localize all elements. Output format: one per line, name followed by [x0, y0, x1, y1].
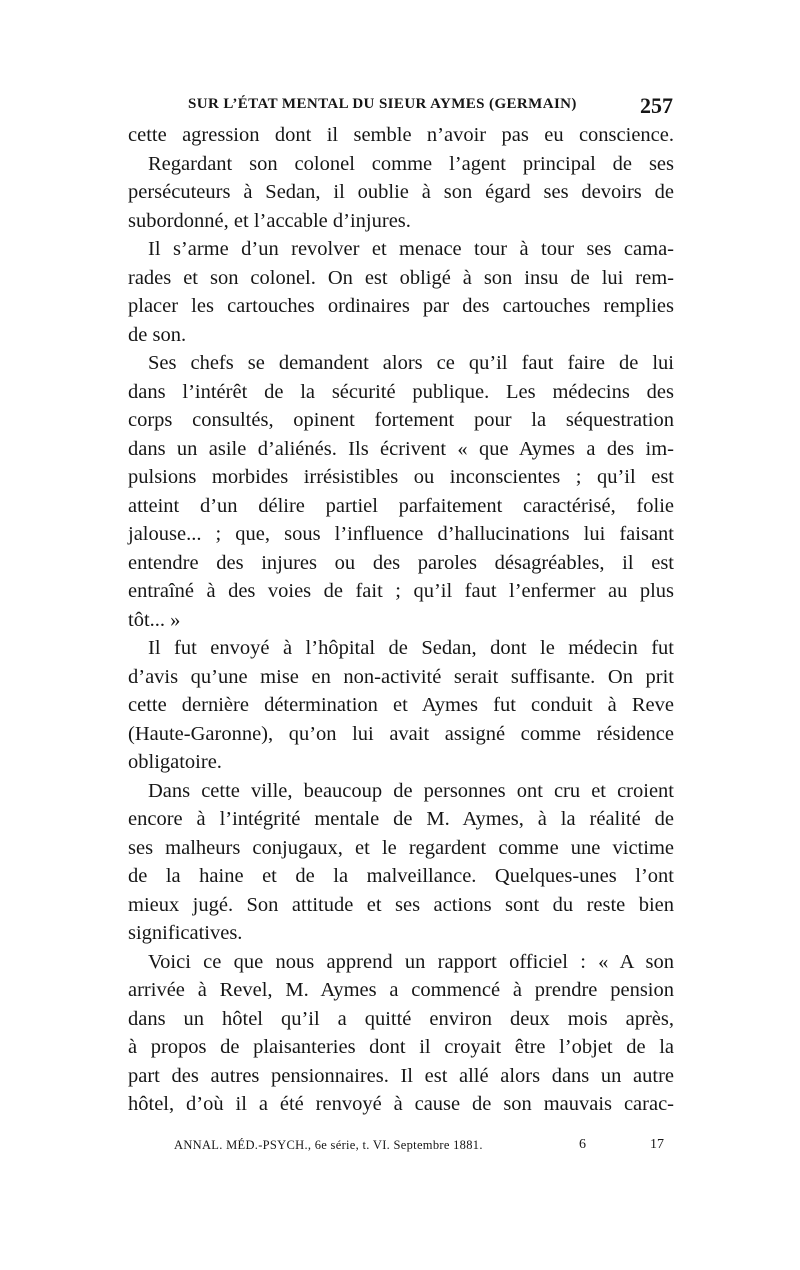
text-line: rades et son colonel. On est obligé à son insu de lui rem-: [128, 266, 674, 289]
text-line: arrivée à Revel, M. Aymes a commencé à prendre pension: [128, 979, 674, 1001]
text-line: de son.: [128, 323, 187, 346]
text-line: cette dernière détermination et Aymes fut conduit à Reve: [128, 694, 674, 716]
text-line: hôtel, d’où il a été renvoyé à cause de son mauvais carac-: [128, 1093, 674, 1115]
text-line: Il s’arme d’un revolver et menace tour à tour ses cama-: [148, 238, 674, 260]
page-footer: [174, 1138, 664, 1158]
text-line: atteint d’un délire partiel parfaitement caractérisé, folie: [128, 494, 674, 517]
text-line: mieux jugé. Son attitude et ses actions sont du reste bien: [128, 893, 674, 916]
text-line: dans un asile d’aliénés. Ils écrivent « que Aymes a des im-: [128, 437, 674, 460]
text-line: part des autres pensionnaires. Il est allé alors dans un autre: [128, 1064, 674, 1087]
text-line: Dans cette ville, beaucoup de personnes ont cru et croient: [148, 779, 674, 802]
page-header: [188, 93, 673, 122]
text-line: significatives.: [128, 922, 243, 944]
text-line: encore à l’intégrité mentale de M. Aymes, à la réalité de: [128, 808, 674, 830]
text-line: entendre des injures ou des paroles désagréables, il est: [128, 551, 674, 574]
text-line: dans un hôtel qu’il a quitté environ deux mois après,: [128, 1007, 674, 1030]
text-line: placer les cartouches ordinaires par des cartouches remplies: [128, 295, 674, 317]
footer-source: ANNAL. MÉD.-PSYCH., 6e série, t. VI. Septembre 1881.: [174, 1138, 483, 1152]
text-line: obligatoire.: [128, 751, 222, 773]
sheet-number: 17: [650, 1137, 664, 1152]
body-text: [128, 121, 674, 1119]
text-line: à propos de plaisanteries dont il croyait être l’objet de la: [128, 1036, 674, 1058]
text-line: persécuteurs à Sedan, il oublie à son égard ses devoirs de: [128, 181, 674, 203]
text-line: cette agression dont il semble n’avoir pas eu conscience.: [128, 124, 674, 146]
text-line: entraîné à des voies de fait ; qu’il faut l’enfermer au plus: [128, 580, 674, 602]
text-line: subordonné, et l’accable d’injures.: [128, 209, 411, 232]
signature-mark: 6: [579, 1137, 586, 1152]
text-line: Voici ce que nous apprend un rapport officiel : « A son: [148, 950, 674, 973]
running-title: SUR L’ÉTAT MENTAL DU SIEUR AYMES (GERMAIN): [188, 96, 577, 112]
text-line: corps consultés, opinent fortement pour la séquestration: [128, 409, 674, 431]
text-line: jalouse... ; que, sous l’influence d’hallucinations lui faisant: [128, 523, 674, 545]
page-number: 257: [640, 93, 673, 118]
text-line: pulsions morbides irrésistibles ou inconscientes ; qu’il est: [128, 466, 674, 488]
text-line: tôt... »: [128, 608, 181, 631]
text-line: dans l’intérêt de la sécurité publique. Les médecins des: [128, 380, 674, 403]
text-line: de la haine et de la malveillance. Quelques-unes l’ont: [128, 865, 674, 887]
text-line: Regardant son colonel comme l’agent principal de ses: [148, 152, 674, 175]
text-line: Ses chefs se demandent alors ce qu’il faut faire de lui: [148, 352, 674, 374]
text-line: ses malheurs conjugaux, et le regardent comme une victime: [128, 836, 674, 859]
text-line: (Haute-Garonne), qu’on lui avait assigné comme résidence: [128, 722, 674, 745]
text-line: Il fut envoyé à l’hôpital de Sedan, dont le médecin fut: [148, 637, 674, 659]
text-line: d’avis qu’une mise en non-activité serait suffisante. On prit: [128, 665, 674, 688]
